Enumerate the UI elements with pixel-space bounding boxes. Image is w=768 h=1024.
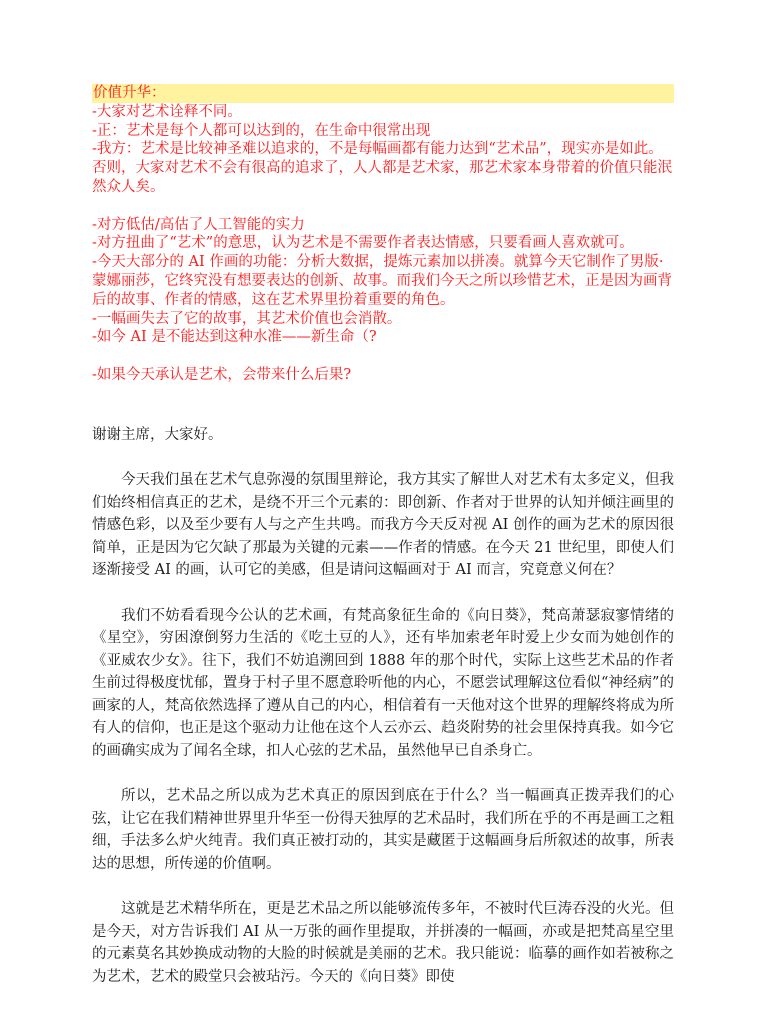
note-line: -大家对艺术诠释不同。 [92, 103, 242, 120]
note-line: -今天大部分的 AI 作画的功能：分析大数据，提炼元素加以拼凑。就算今天它制作了男版·蒙娜丽莎，它终究没有想要表达的创新、故事。而我们今天之所以珍惜艺术，正是因为画背后的故事、作者的情感，这在艺术界里扮着重要的角色。 [92, 254, 672, 308]
speech-paragraph: 我们不妨看看现今公认的艺术画，有梵高象征生命的《向日葵》，梵高萧瑟寂寥情绪的《星空》，穷困潦倒努力生活的《吃土豆的人》，还有毕加索老年时爱上少女而为她创作的《亚威农少女》。往下，我们不妨追溯回到 1888 年的那个时代，实际上这些艺术品的作者生前过得极度忧郁，置身于村子里不愿意聆听他的内心，不愿尝试理解这位看似“神经病”的画家的人，梵高依然选择了遵从自己的内心，相信着有一天他对这个世界的理解终将成为所有人的信仰，也正是这个驱动力让他在这个人云亦云、趋炎附势的社会里保持真我。如今它的画确实成为了闻名全球，扣人心弦的艺术品，虽然他早已自杀身亡。 [92, 607, 674, 760]
blank-line [92, 197, 674, 216]
blank-line [92, 347, 674, 366]
speech-body [92, 424, 674, 989]
note-line: -正：艺术是每个人都可以达到的，在生命中很常出现 [92, 122, 431, 139]
note-line: -一幅画失去了它的故事，其艺术价值也会消散。 [92, 310, 402, 327]
speech-paragraph: 今天我们虽在艺术气息弥漫的氛围里辩论，我方其实了解世人对艺术有太多定义，但我们始终相信真正的艺术，是绕不开三个元素的：即创新、作者对于世界的认知并倾注画里的情感色彩，以及至少要有人与之产生共鸣。而我方今天反对视 AI 创作的画为艺术的原因很简单，正是因为它欠缺了那最为关键的元素——作者的情感。在今天 21 世纪里，即使人们逐渐接受 AI 的画，认可它的美感，但是请问这幅画对于 AI 而言，究竟意义何在？ [92, 471, 674, 579]
speech-paragraph: 这就是艺术精华所在，更是艺术品之所以能够流传多年，不被时代巨涛吞没的火光。但是今天，对方告诉我们 AI 从一万张的画作里提取，并拼凑的一幅画，亦或是把梵高星空里的元素莫名其妙换成动物的大脸的时候就是美丽的艺术。我只能说：临摹的画作如若被称之为艺术，艺术的殿堂只会被玷污。今天的《向日葵》即使 [92, 901, 674, 985]
note-line: -对方低估/高估了人工智能的实力 [92, 216, 305, 233]
note-line: -如今 AI 是不能达到这种水准——新生命（? [92, 329, 377, 346]
speech-greeting: 谢谢主席，大家好。 [92, 426, 223, 443]
debate-notes [92, 84, 674, 385]
note-line: -我方：艺术是比较神圣难以追求的，不是每幅画都有能力达到“艺术品”，现实亦是如此。否则，大家对艺术不会有很高的追求了，人人都是艺术家，那艺术家本身带着的价值只能泯然众人矣。 [92, 141, 672, 195]
note-line: -如果今天承认是艺术，会带来什么后果? [92, 366, 352, 383]
note-line: -对方扭曲了“艺术”的意思，认为艺术是不需要作者表达情感，只要看画人喜欢就可。 [92, 235, 634, 252]
notes-heading: 价值升华： [92, 84, 674, 103]
speech-paragraph: 所以，艺术品之所以成为艺术真正的原因到底在于什么？当一幅画真正拨弄我们的心弦，让它在我们精神世界里升华至一份得天独厚的艺术品时，我们所在乎的不再是画工之粗细，手法多么炉火纯青。我们真正被打动的，其实是藏匿于这幅画身后所叙述的故事，所表达的思想，所传递的价值啊。 [92, 788, 674, 873]
document-page [92, 84, 674, 989]
